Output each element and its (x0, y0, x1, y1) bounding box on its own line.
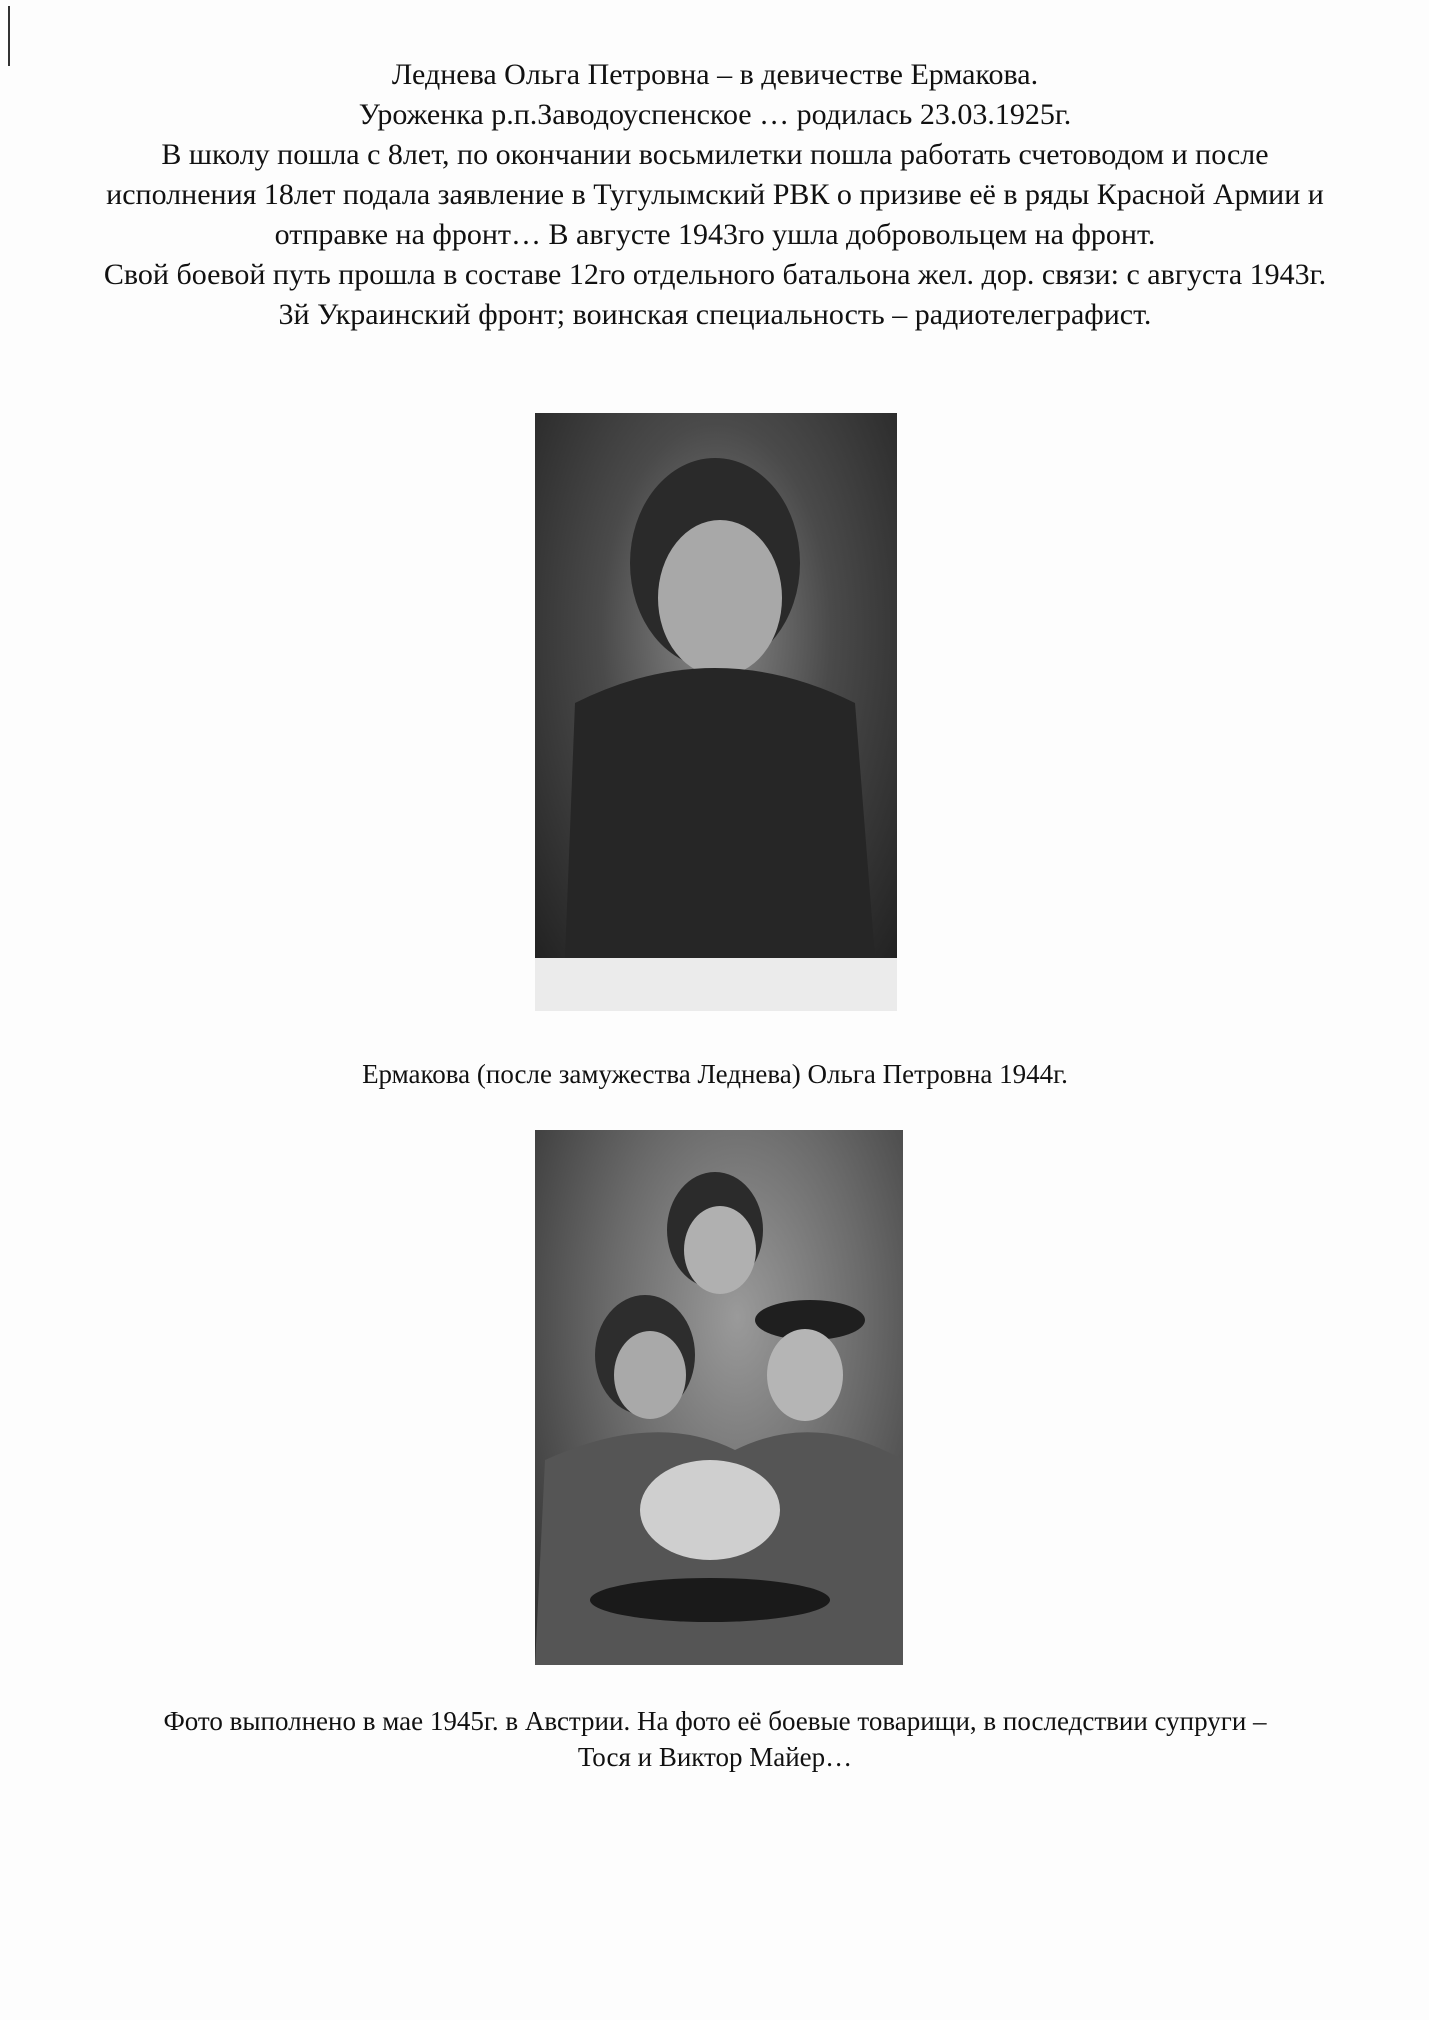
intro-line-school: В школу пошла с 8лет, по окончании восьмилетки пошла работать счетоводом и после исполнения 18лет подала заявление в Тугулымский РВК о призиве её в ряды Красной Армии и отправке на фронт… В августе 1943го ушла добровольцем на фронт. (106, 138, 1324, 251)
portrait-silhouette (535, 413, 897, 958)
portrait-caption (200, 1056, 1230, 1092)
group-caption (95, 1703, 1335, 1775)
group-photo-1945 (535, 1130, 903, 1665)
portrait-caption-text: Ермакова (после замужества Леднева) Ольга Петровна 1944г. (362, 1059, 1068, 1089)
intro-line-birth: Уроженка р.п.Заводоуспенское … родилась 23.03.1925г. (358, 98, 1072, 131)
group-caption-line-1: Фото выполнено в мае 1945г. в Австрии. На фото её боевые товарищи, в последствии супруги – (163, 1706, 1267, 1736)
intro-line-service: Свой боевой путь прошла в составе 12го отдельного батальона жел. дор. связи: с августа 1943г. 3й Украинский фронт; воинская специальность – радиотелеграфист. (103, 258, 1327, 331)
group-silhouettes (535, 1130, 903, 1665)
portrait-photo-image (535, 413, 897, 958)
intro-line-name: Леднева Ольга Петровна – в девичестве Ермакова. (391, 58, 1039, 91)
group-caption-line-2: Тося и Виктор Майер… (577, 1742, 853, 1772)
intro-text (95, 55, 1335, 335)
portrait-photo-1944 (535, 413, 897, 1011)
scan-edge-mark (8, 6, 10, 66)
